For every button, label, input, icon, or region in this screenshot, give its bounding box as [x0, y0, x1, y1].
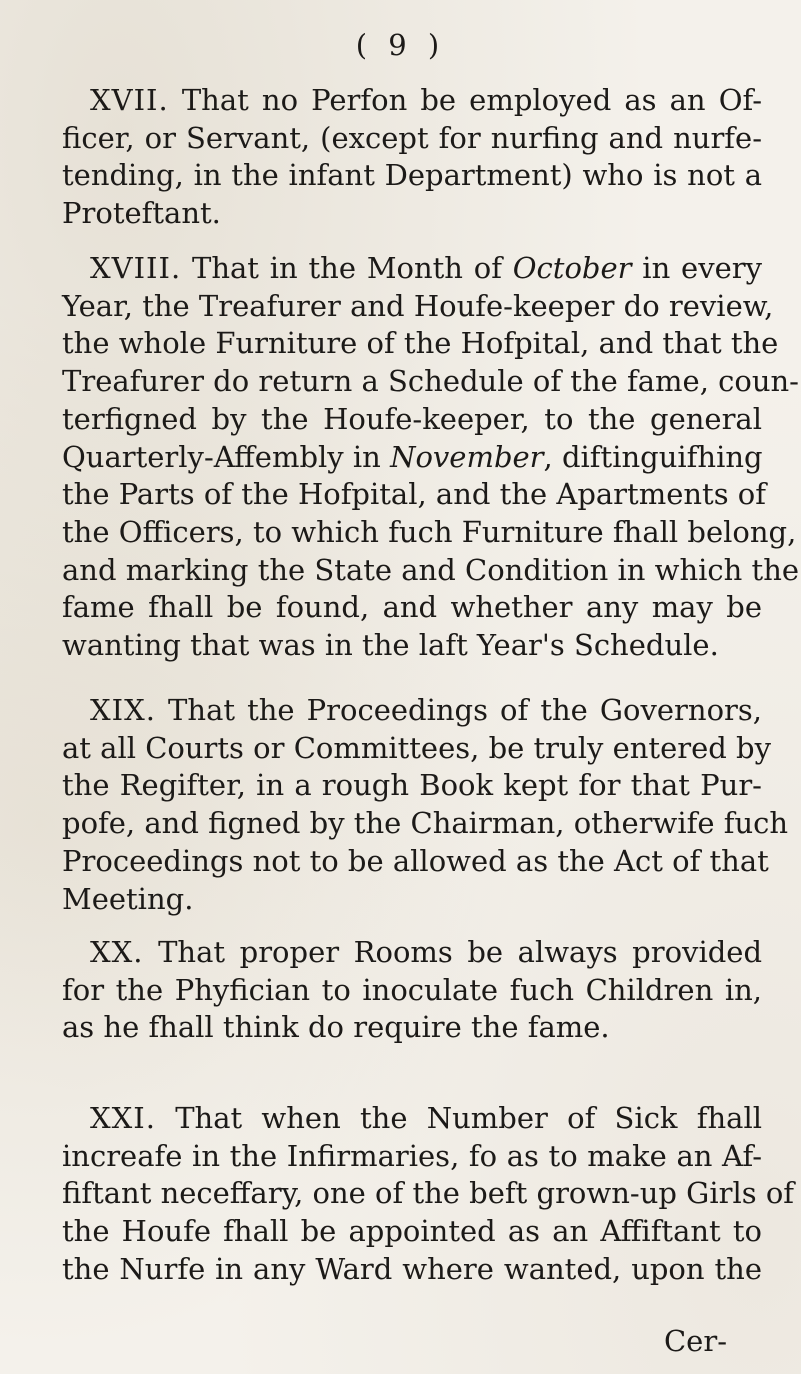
month-name: October [512, 251, 632, 285]
paragraph-line: the whole Furniture of the Hofpital, and that the [62, 326, 779, 361]
paragraph-line: Treafurer do return a Schedule of the fame, coun- [62, 364, 799, 399]
paragraph-line: for the Phyfician to inoculate fuch Children in, [62, 972, 762, 1007]
paragraph-xvii [62, 82, 762, 233]
paragraph-line: fiftant neceffary, one of the beft grown-up Girls of [62, 1176, 795, 1211]
paragraph-line: tending, in the infant Department) who is not a [62, 158, 762, 193]
paragraph-line: the Nurfe in any Ward where wanted, upon the [62, 1251, 762, 1286]
paragraph-line: the Officers, to which fuch Furniture fhall belong, [62, 514, 797, 549]
page-number: ( 9 ) [355, 28, 446, 62]
paragraph-line: Proteftant. [62, 196, 221, 231]
paragraph-xviii [62, 250, 800, 665]
article-numeral: XVIII. [90, 251, 182, 285]
paragraph-xxi [62, 1100, 795, 1289]
article-numeral: XXI. [90, 1101, 156, 1135]
paragraph-line: the Houfe fhall be appointed as an Affiftant to [62, 1214, 762, 1249]
paragraph-line: XVII. That no Perfon be employed as an Of- [90, 83, 762, 117]
paragraph-xx [62, 934, 762, 1047]
paragraph-line: XIX. That the Proceedings of the Governors, [90, 693, 763, 727]
paragraph-line: and marking the State and Condition in which the [62, 552, 800, 587]
catchword: Cer- [663, 1324, 727, 1358]
paragraph-line: Proceedings not to be allowed as the Act of that [62, 843, 769, 878]
paragraph-line: Year, the Treafurer and Houfe-keeper do review, [62, 288, 774, 323]
paragraph-line: Quarterly-Affembly in November, diftinguifhing [62, 439, 763, 474]
paragraph-line: the Parts of the Hofpital, and the Apartments of [62, 477, 766, 512]
paragraph-line: XVIII. That in the Month of October in every [90, 251, 763, 285]
paragraph-line: pofe, and figned by the Chairman, otherwife fuch [62, 806, 789, 841]
paragraph-line: increafe in the Infirmaries, fo as to make an Af- [62, 1138, 762, 1173]
article-numeral: XX. [90, 935, 144, 969]
paragraph-line: fame fhall be found, and whether any may be [62, 590, 762, 625]
month-name: November [390, 439, 544, 474]
paragraph-line: terfigned by the Houfe-keeper, to the general [62, 401, 762, 436]
article-numeral: XVII. [90, 83, 169, 117]
paragraph-xix [62, 692, 789, 918]
paragraph-line: XX. That proper Rooms be always provided [90, 935, 763, 969]
paragraph-line: ficer, or Servant, (except for nurfing and nurfe- [62, 120, 762, 155]
paragraph-line: wanting that was in the laft Year's Schedule. [62, 628, 719, 663]
paragraph-line: at all Courts or Committees, be truly entered by [62, 730, 771, 765]
paragraph-line: as he fhall think do require the fame. [62, 1010, 610, 1045]
article-numeral: XIX. [90, 693, 156, 727]
paragraph-line: the Regifter, in a rough Book kept for that Pur- [62, 768, 762, 803]
paragraph-line: XXI. That when the Number of Sick fhall [90, 1101, 762, 1135]
paragraph-line: Meeting. [62, 881, 194, 916]
